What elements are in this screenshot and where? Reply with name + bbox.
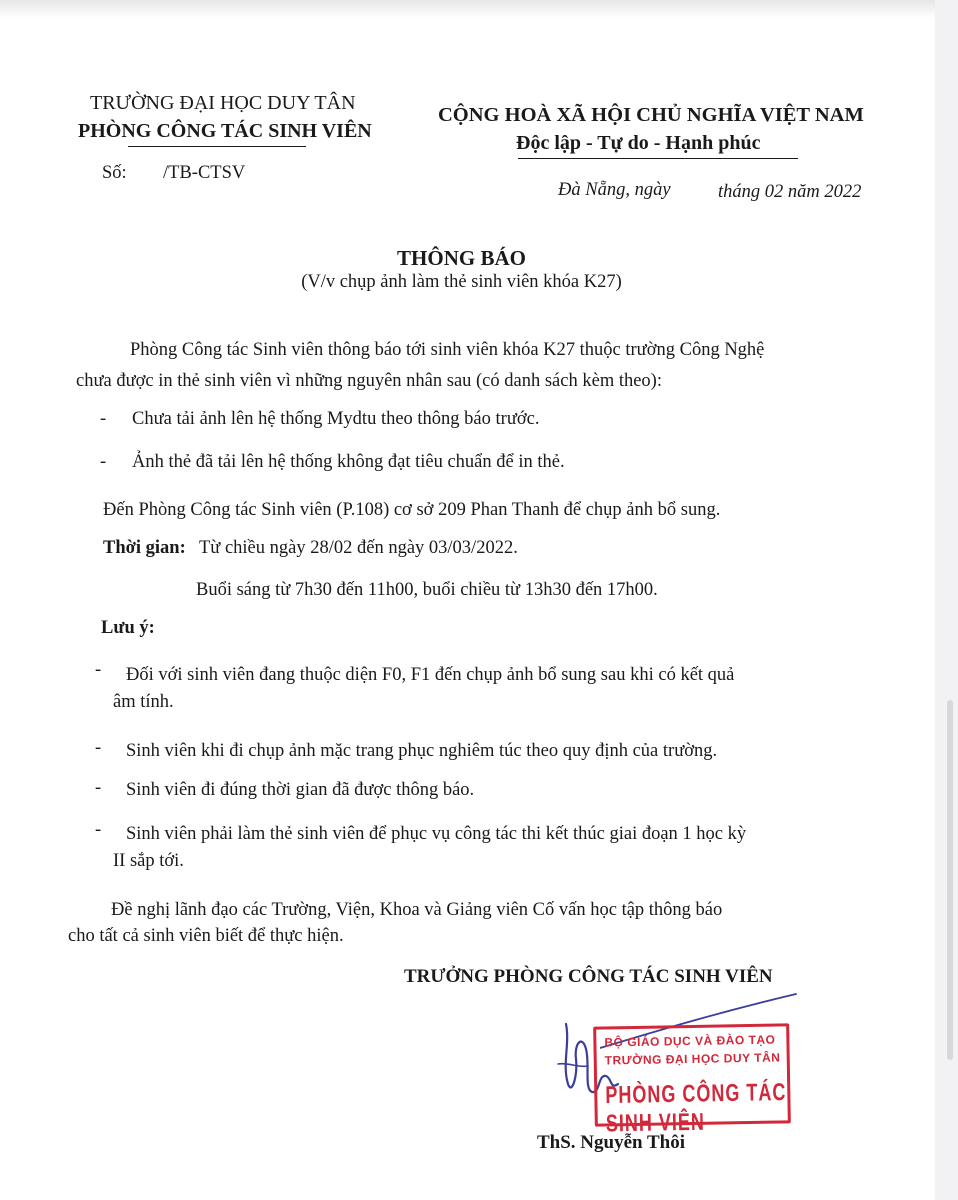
bullet-dash: - (95, 660, 102, 680)
reason-item: Ảnh thẻ đã tải lên hệ thống không đạt tiêu chuẩn để in thẻ. (132, 452, 565, 472)
top-shadow (0, 0, 935, 18)
note-item: Sinh viên đi đúng thời gian đã được thông báo. (126, 780, 475, 800)
time-detail: Buổi sáng từ 7h30 đến 11h00, buổi chiều từ 13h30 đến 17h00. (196, 580, 658, 600)
location-line: Đến Phòng Công tác Sinh viên (P.108) cơ sở 209 Phan Thanh để chụp ảnh bổ sung. (103, 500, 721, 520)
department-underline (128, 146, 306, 147)
note-item-continuation: âm tính. (113, 692, 174, 712)
note-item: Đối với sinh viên đang thuộc diện F0, F1 đến chụp ảnh bổ sung sau khi có kết quả (126, 665, 735, 685)
bullet-dash: - (100, 409, 107, 429)
time-value: Từ chiều ngày 28/02 đến ngày 03/03/2022. (199, 538, 518, 558)
signer-name: ThS. Nguyễn Thôi (537, 1132, 686, 1153)
note-item-continuation: II sắp tới. (113, 851, 184, 871)
notice-subject: (V/v chụp ảnh làm thẻ sinh viên khóa K27) (301, 272, 622, 292)
republic-title: CỘNG HOÀ XÃ HỘI CHỦ NGHĨA VIỆT NAM (438, 104, 864, 126)
scrollbar-thumb[interactable] (947, 700, 953, 1060)
reason-item: Chưa tải ảnh lên hệ thống Mydtu theo thông báo trước. (132, 409, 540, 429)
place-date-prefix: Đà Nẵng, ngày (558, 180, 671, 200)
bullet-dash: - (95, 738, 102, 758)
university-name: TRƯỜNG ĐẠI HỌC DUY TÂN (90, 92, 356, 114)
closing-line-1: Đề nghị lãnh đạo các Trường, Viện, Khoa và Giảng viên Cố vấn học tập thông báo (111, 900, 723, 920)
intro-line-2: chưa được in thẻ sinh viên vì những nguyên nhân sau (có danh sách kèm theo): (76, 371, 662, 391)
official-stamp (593, 1023, 791, 1137)
closing-line-2: cho tất cả sinh viên biết để thực hiện. (68, 926, 344, 946)
note-item: Sinh viên khi đi chụp ảnh mặc trang phục nghiêm túc theo quy định của trường. (126, 741, 718, 761)
document-number: /TB-CTSV (163, 163, 246, 183)
note-item: Sinh viên phải làm thẻ sinh viên để phục vụ công tác thi kết thúc giai đoạn 1 học kỳ (126, 824, 747, 844)
notice-title: THÔNG BÁO (397, 246, 526, 270)
motto-underline (518, 158, 798, 159)
signature-title: TRƯỞNG PHÒNG CÔNG TÁC SINH VIÊN (404, 966, 773, 987)
bullet-dash: - (100, 452, 107, 472)
stamp-ministry: BỘ GIÁO DỤC VÀ ĐÀO TẠO (604, 1032, 776, 1050)
scrollbar-track[interactable] (935, 0, 958, 1200)
national-motto: Độc lập - Tự do - Hạnh phúc (516, 132, 761, 154)
department-name: PHÒNG CÔNG TÁC SINH VIÊN (78, 120, 372, 142)
intro-line-1: Phòng Công tác Sinh viên thông báo tới sinh viên khóa K27 thuộc trường Công Nghệ (130, 340, 765, 360)
place-date-suffix: tháng 02 năm 2022 (718, 182, 862, 202)
stamp-university: TRƯỜNG ĐẠI HỌC DUY TÂN (604, 1050, 781, 1068)
bullet-dash: - (95, 820, 102, 840)
bullet-dash: - (95, 778, 102, 798)
time-label: Thời gian: (103, 538, 186, 558)
note-label: Lưu ý: (101, 618, 155, 638)
stamp-department: PHÒNG CÔNG TÁC SINH VIÊN (605, 1078, 787, 1137)
document-number-label: Số: (102, 163, 127, 183)
